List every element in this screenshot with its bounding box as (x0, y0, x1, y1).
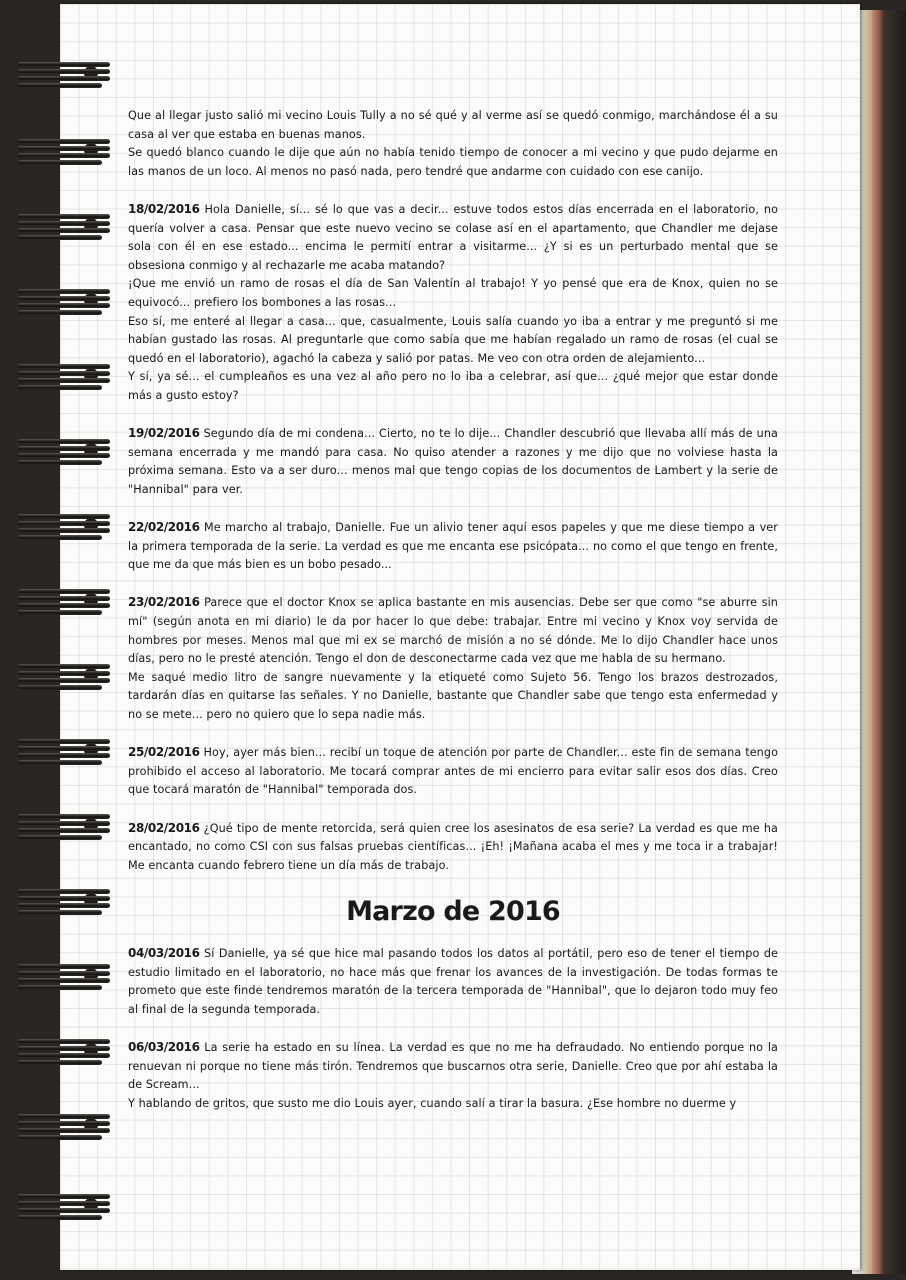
diary-entry (128, 1038, 778, 1113)
spiral-ring (12, 135, 106, 165)
spiral-ring (12, 360, 106, 390)
entry-date: 18/02/2016 (128, 201, 200, 216)
diary-entry (128, 518, 778, 575)
entry-text: Hola Danielle, sí... sé lo que vas a decir... estuve todos estos días encerrada en el laboratorio, no quería volver a casa. Pensar que este nuevo vecino se colase así en el apartamento, que Chandler me dejase sola con él en ese estado... encima le permití entrar a visitarme... ¿Y si es un perturbado mental que se obsesiona conmigo y al rechazarle me acaba matando? (128, 202, 779, 272)
entry-date: 23/02/2016 (128, 595, 200, 610)
entry-date: 19/02/2016 (128, 426, 200, 441)
spiral-ring (12, 1190, 106, 1220)
intro-section (128, 107, 778, 181)
entry-text: Y sí, ya sé... el cumpleaños es una vez al año pero no lo iba a celebrar, así que... ¿qué mejor que estar donde más a gusto estoy? (128, 370, 778, 402)
spiral-ring (12, 210, 106, 240)
diary-entry (128, 424, 778, 499)
entry-text: Segundo día de mi condena... Cierto, no te lo dije... Chandler descubrió que llevaba allí más de una semana encerrada y me mandó para casa. No quiso atender a razones y me dijo que no volviese hasta la próxima semana. Esto va a ser duro... menos mal que tengo copias de los documentos de Lambert y la serie de "Hannibal" para ver. (128, 427, 779, 496)
spiral-ring (12, 435, 106, 465)
spiral-ring (12, 1035, 106, 1065)
paragraph: Que al llegar justo salió mi vecino Louis Tully a no sé qué y al verme así se quedó conmigo, marchándose él a su casa al ver que estaba en buenas manos. (128, 109, 778, 141)
entry-text: Y hablando de gritos, que susto me dio Louis ayer, cuando salí a tirar la basura. ¿Ese hombre no duerme y (128, 1096, 737, 1110)
entry-text: Eso sí, me enteré al llegar a casa... que, casualmente, Louis salía cuando yo iba a entrar y me preguntó si me habían gustado las rosas. Al preguntarle que como sabía que me habían regalado un ramo de rosas (el cual se quedó en el laboratorio), agachó la cabeza y salió por patas. Me veo con otra orden de alejamiento... (128, 314, 778, 365)
entry-date: 28/02/2016 (128, 820, 200, 835)
spiral-ring (12, 660, 106, 690)
entry-date: 25/02/2016 (128, 745, 200, 760)
entry-text: ¿Qué tipo de mente retorcida, será quien cree los asesinatos de esa serie? La verdad es que me ha encantado, no como CSI con sus falsas pruebas científicas... ¡Eh! ¡Mañana acaba el mes y me toca ir a trabajar! Me encanta cuando febrero tiene un día más de trabajo. (128, 821, 779, 872)
page-edge (884, 10, 906, 1274)
entry-date: 04/03/2016 (128, 945, 200, 960)
entry-text: Hoy, ayer más bien... recibí un toque de atención por parte de Chandler... este fin de semana tengo prohibido el acceso al laboratorio. Me tocará comprar antes de mi encierro para evitar salir esos dos días. Creo que tocará maratón de "Hannibal" temporada dos. (128, 746, 779, 797)
diary-entry (128, 944, 778, 1019)
entry-text: La serie ha estado en su línea. La verdad es que no me ha defraudado. No entiendo porque no la renuevan ni porque no tiene más tirón. Tendremos que buscarnos otra serie, Danielle. Creo que por ahí estaba la de Scream... (128, 1040, 778, 1092)
spiral-ring (12, 58, 106, 88)
month-heading: Marzo de 2016 (346, 895, 560, 927)
paragraph: Se quedó blanco cuando le dije que aún no había tenido tiempo de conocer a mi vecino y que pudo dejarme en las manos de un loco. Al menos no pasó nada, pero tendré que andarme con cuidado con ese canijo. (128, 146, 778, 178)
entry-text: ¡Que me envió un ramo de rosas el día de San Valentín al trabajo! Y yo pensé que era de Knox, quien no se equivocó... prefiero los bombones a las rosas... (128, 277, 778, 309)
spiral-ring (12, 285, 106, 315)
entry-text: Parece que el doctor Knox se aplica bastante en mis ausencias. Debe ser que como "se aburre sin mí" (según anota en mi diario) le da por hacer lo que debe: trabajar. Entre mi vecino y Knox voy servida de hombres por meses. Menos mal que mi ex se marchó de misión a no sé dónde. Me lo dijo Chandler hace unos días, pero no le presté atención. Tengo el don de desconectarme cada vez que me habla de su hermano. (128, 596, 778, 666)
diary-entry (128, 743, 778, 800)
entries-february (128, 200, 778, 875)
spiral-ring (12, 1110, 106, 1140)
entry-text: Sí Danielle, ya sé que hice mal pasando todos los datos al portátil, pero eso de tener el tiempo de estudio limitado en el laboratorio, no hace más que frenar los avances de la investigación. De todas formas te prometo que este finde tendremos maratón de la tercera temporada de "Hannibal", que lo dejaron todo muy feo al final de la segunda temporada. (128, 946, 779, 1016)
spiral-ring (12, 885, 106, 915)
diary-entry (128, 819, 778, 876)
spiral-ring (12, 585, 106, 615)
entry-text: Me marcho al trabajo, Danielle. Fue un alivio tener aquí esos papeles y que me diese tiempo a ver la primera temporada de la serie. La verdad es que me encanta ese psicópata... no como el que tengo en frente, que me da que más bien es un bobo pesado... (128, 521, 778, 572)
entry-date: 22/02/2016 (128, 520, 200, 535)
diary-entry (128, 200, 778, 406)
entries-march (128, 944, 778, 1113)
diary-text (128, 107, 778, 1132)
diary-entry (128, 593, 778, 724)
page-edge (872, 10, 884, 1274)
spiral-ring (12, 810, 106, 840)
spiral-ring (12, 510, 106, 540)
entry-date: 06/03/2016 (128, 1039, 200, 1054)
spiral-ring (12, 735, 106, 765)
entry-text: Me saqué medio litro de sangre nuevamente y la etiqueté como Sujeto 56. Tengo los brazos destrozados, tardarán días en quitarse las señales. Y no Danielle, bastante que Chandler sabe que tengo esta enfermedad y no se mete... pero no quiero que lo sepa nadie más. (128, 670, 778, 721)
spiral-ring (12, 960, 106, 990)
spiral-binding (0, 0, 110, 1280)
